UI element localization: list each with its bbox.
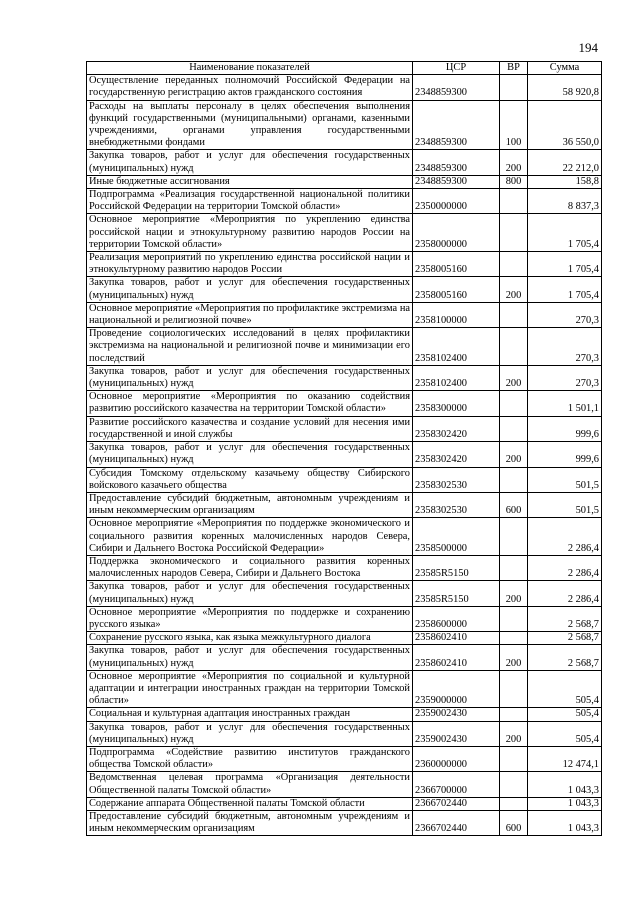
row-sum: 2 568,7 xyxy=(528,606,602,631)
row-vr: 200 xyxy=(500,442,528,467)
table-row xyxy=(87,746,602,771)
row-name: Ведомственная целевая программа «Организация деятельности Общественной палаты Томской области» xyxy=(87,772,413,797)
row-sum: 158,8 xyxy=(528,175,602,188)
row-csr: 2366702440 xyxy=(413,810,500,835)
row-csr: 2358302530 xyxy=(413,492,500,517)
table-row xyxy=(87,175,602,188)
table-row xyxy=(87,365,602,390)
row-csr: 2359002430 xyxy=(413,721,500,746)
row-sum: 1 043,3 xyxy=(528,810,602,835)
row-sum: 1 705,4 xyxy=(528,252,602,277)
row-vr xyxy=(500,302,528,327)
row-sum: 58 920,8 xyxy=(528,75,602,100)
table-row xyxy=(87,581,602,606)
row-vr: 600 xyxy=(500,492,528,517)
row-vr xyxy=(500,555,528,580)
row-csr: 2358302420 xyxy=(413,442,500,467)
row-csr: 2366702440 xyxy=(413,797,500,810)
row-name: Подпрограмма «Содействие развитию институтов гражданского общества Томской области» xyxy=(87,746,413,771)
row-vr: 800 xyxy=(500,175,528,188)
row-csr: 2348859300 xyxy=(413,75,500,100)
table-row xyxy=(87,797,602,810)
table-row xyxy=(87,492,602,517)
row-name: Социальная и культурная адаптация иностранных граждан xyxy=(87,708,413,721)
row-csr: 2358602410 xyxy=(413,632,500,645)
row-vr xyxy=(500,214,528,252)
row-vr xyxy=(500,606,528,631)
row-name: Реализация мероприятий по укреплению единства российской нации и этнокультурному развитию народов России xyxy=(87,252,413,277)
row-csr: 2358005160 xyxy=(413,252,500,277)
row-csr: 2358600000 xyxy=(413,606,500,631)
table-row xyxy=(87,721,602,746)
row-csr: 2358102400 xyxy=(413,328,500,366)
row-csr: 2348859300 xyxy=(413,175,500,188)
row-sum: 999,6 xyxy=(528,416,602,441)
row-vr xyxy=(500,632,528,645)
row-csr: 2348859300 xyxy=(413,150,500,175)
row-sum: 501,5 xyxy=(528,492,602,517)
row-name: Предоставление субсидий бюджетным, автономным учреждениям и иным некоммерческим организациям xyxy=(87,492,413,517)
row-vr xyxy=(500,670,528,708)
header-sum: Сумма xyxy=(528,62,602,75)
row-sum: 501,5 xyxy=(528,467,602,492)
row-name: Осуществление переданных полномочий Российской Федерации на государственную регистрацию актов гражданского состояния xyxy=(87,75,413,100)
table-row xyxy=(87,214,602,252)
row-csr: 2358005160 xyxy=(413,277,500,302)
row-csr: 2348859300 xyxy=(413,100,500,150)
row-sum: 2 286,4 xyxy=(528,581,602,606)
table-header-row xyxy=(87,62,602,75)
row-csr: 23585R5150 xyxy=(413,581,500,606)
row-csr: 2360000000 xyxy=(413,746,500,771)
row-name: Расходы на выплаты персоналу в целях обеспечения выполнения функций государственными (муниципальными) органами, казенными учреждениями, органами управления государственными внебюджетными фондами xyxy=(87,100,413,150)
row-vr: 200 xyxy=(500,581,528,606)
table-row xyxy=(87,645,602,670)
row-sum: 2 286,4 xyxy=(528,555,602,580)
row-sum: 2 568,7 xyxy=(528,632,602,645)
table-row xyxy=(87,277,602,302)
row-csr: 2358302420 xyxy=(413,416,500,441)
row-sum: 1 705,4 xyxy=(528,277,602,302)
row-csr: 2358500000 xyxy=(413,518,500,556)
row-sum: 505,4 xyxy=(528,670,602,708)
row-vr: 600 xyxy=(500,810,528,835)
row-name: Подпрограмма «Реализация государственной национальной политики Российской Федерации на территории Томской области» xyxy=(87,189,413,214)
row-sum: 12 474,1 xyxy=(528,746,602,771)
table-row xyxy=(87,708,602,721)
table-row xyxy=(87,150,602,175)
row-sum: 999,6 xyxy=(528,442,602,467)
row-name: Основное мероприятие «Мероприятия по укреплению единства российской нации и этнокультурному развитию народов России на территории Томской области» xyxy=(87,214,413,252)
table-row xyxy=(87,810,602,835)
row-sum: 505,4 xyxy=(528,708,602,721)
row-csr: 2358000000 xyxy=(413,214,500,252)
row-name: Основное мероприятие «Мероприятия по поддержке экономического и социального развития коренных малочисленных народов Севера, Сибири и Дальнего Востока Российской Федерации» xyxy=(87,518,413,556)
table-row xyxy=(87,606,602,631)
row-sum: 2 286,4 xyxy=(528,518,602,556)
row-csr: 2359000000 xyxy=(413,670,500,708)
row-sum: 1 501,1 xyxy=(528,391,602,416)
row-name: Закупка товаров, работ и услуг для обеспечения государственных (муниципальных) нужд xyxy=(87,645,413,670)
row-name: Содержание аппарата Общественной палаты Томской области xyxy=(87,797,413,810)
row-sum: 270,3 xyxy=(528,365,602,390)
table-row xyxy=(87,302,602,327)
row-vr xyxy=(500,189,528,214)
budget-table xyxy=(86,61,602,836)
row-name: Основное мероприятие «Мероприятия по социальной и культурной адаптации и интеграции иностранных граждан на территории Томской области» xyxy=(87,670,413,708)
row-sum: 270,3 xyxy=(528,328,602,366)
row-vr xyxy=(500,772,528,797)
row-csr: 2358102400 xyxy=(413,365,500,390)
row-name: Основное мероприятие «Мероприятия по поддержке и сохранению русского языка» xyxy=(87,606,413,631)
row-name: Проведение социологических исследований в целях профилактики экстремизма на национальной и религиозной почве и минимизации его последствий xyxy=(87,328,413,366)
row-vr xyxy=(500,391,528,416)
row-sum: 270,3 xyxy=(528,302,602,327)
row-csr: 2358300000 xyxy=(413,391,500,416)
table-row xyxy=(87,416,602,441)
table-row xyxy=(87,442,602,467)
table-row xyxy=(87,189,602,214)
row-vr xyxy=(500,708,528,721)
row-name: Закупка товаров, работ и услуг для обеспечения государственных (муниципальных) нужд xyxy=(87,365,413,390)
row-name: Предоставление субсидий бюджетным, автономным учреждениям и иным некоммерческим организациям xyxy=(87,810,413,835)
row-vr xyxy=(500,252,528,277)
row-vr: 200 xyxy=(500,365,528,390)
row-sum: 8 837,3 xyxy=(528,189,602,214)
row-sum: 2 568,7 xyxy=(528,645,602,670)
row-sum: 36 550,0 xyxy=(528,100,602,150)
table-row xyxy=(87,100,602,150)
row-vr: 200 xyxy=(500,721,528,746)
row-name: Закупка товаров, работ и услуг для обеспечения государственных (муниципальных) нужд xyxy=(87,442,413,467)
row-vr xyxy=(500,328,528,366)
header-name: Наименование показателей xyxy=(87,62,413,75)
row-vr: 200 xyxy=(500,645,528,670)
row-sum: 505,4 xyxy=(528,721,602,746)
table-row xyxy=(87,328,602,366)
row-vr: 200 xyxy=(500,150,528,175)
row-sum: 1 705,4 xyxy=(528,214,602,252)
table-row xyxy=(87,252,602,277)
row-name: Основное мероприятие «Мероприятия по оказанию содействия развитию российского казачества на территории Томской области» xyxy=(87,391,413,416)
row-csr: 2358100000 xyxy=(413,302,500,327)
row-sum: 1 043,3 xyxy=(528,797,602,810)
row-csr: 2358602410 xyxy=(413,645,500,670)
row-csr: 2350000000 xyxy=(413,189,500,214)
header-csr: ЦСР xyxy=(413,62,500,75)
row-name: Закупка товаров, работ и услуг для обеспечения государственных (муниципальных) нужд xyxy=(87,721,413,746)
row-name: Сохранение русского языка, как языка межкультурного диалога xyxy=(87,632,413,645)
row-vr xyxy=(500,416,528,441)
row-name: Поддержка экономического и социального развития коренных малочисленных народов Севера, Сибири и Дальнего Востока xyxy=(87,555,413,580)
table-row xyxy=(87,632,602,645)
row-vr: 100 xyxy=(500,100,528,150)
row-csr: 2366700000 xyxy=(413,772,500,797)
table-row xyxy=(87,555,602,580)
row-csr: 23585R5150 xyxy=(413,555,500,580)
table-row xyxy=(87,75,602,100)
row-vr xyxy=(500,75,528,100)
row-vr: 200 xyxy=(500,277,528,302)
row-name: Основное мероприятие «Мероприятия по профилактике экстремизма на национальной и религиозной почве» xyxy=(87,302,413,327)
row-sum: 1 043,3 xyxy=(528,772,602,797)
row-name: Развитие российского казачества и создание условий для несения ими государственной и иной службы xyxy=(87,416,413,441)
table-row xyxy=(87,772,602,797)
row-name: Закупка товаров, работ и услуг для обеспечения государственных (муниципальных) нужд xyxy=(87,581,413,606)
row-csr: 2359002430 xyxy=(413,708,500,721)
row-sum: 22 212,0 xyxy=(528,150,602,175)
row-vr xyxy=(500,467,528,492)
row-csr: 2358302530 xyxy=(413,467,500,492)
row-vr xyxy=(500,518,528,556)
header-vr: ВР xyxy=(500,62,528,75)
table-row xyxy=(87,467,602,492)
page-number: 194 xyxy=(578,40,598,55)
row-vr xyxy=(500,797,528,810)
row-name: Иные бюджетные ассигнования xyxy=(87,175,413,188)
table-row xyxy=(87,391,602,416)
row-vr xyxy=(500,746,528,771)
row-name: Закупка товаров, работ и услуг для обеспечения государственных (муниципальных) нужд xyxy=(87,277,413,302)
row-name: Субсидия Томскому отдельскому казачьему обществу Сибирского войскового казачьего общества xyxy=(87,467,413,492)
table-row xyxy=(87,518,602,556)
table-row xyxy=(87,670,602,708)
row-name: Закупка товаров, работ и услуг для обеспечения государственных (муниципальных) нужд xyxy=(87,150,413,175)
